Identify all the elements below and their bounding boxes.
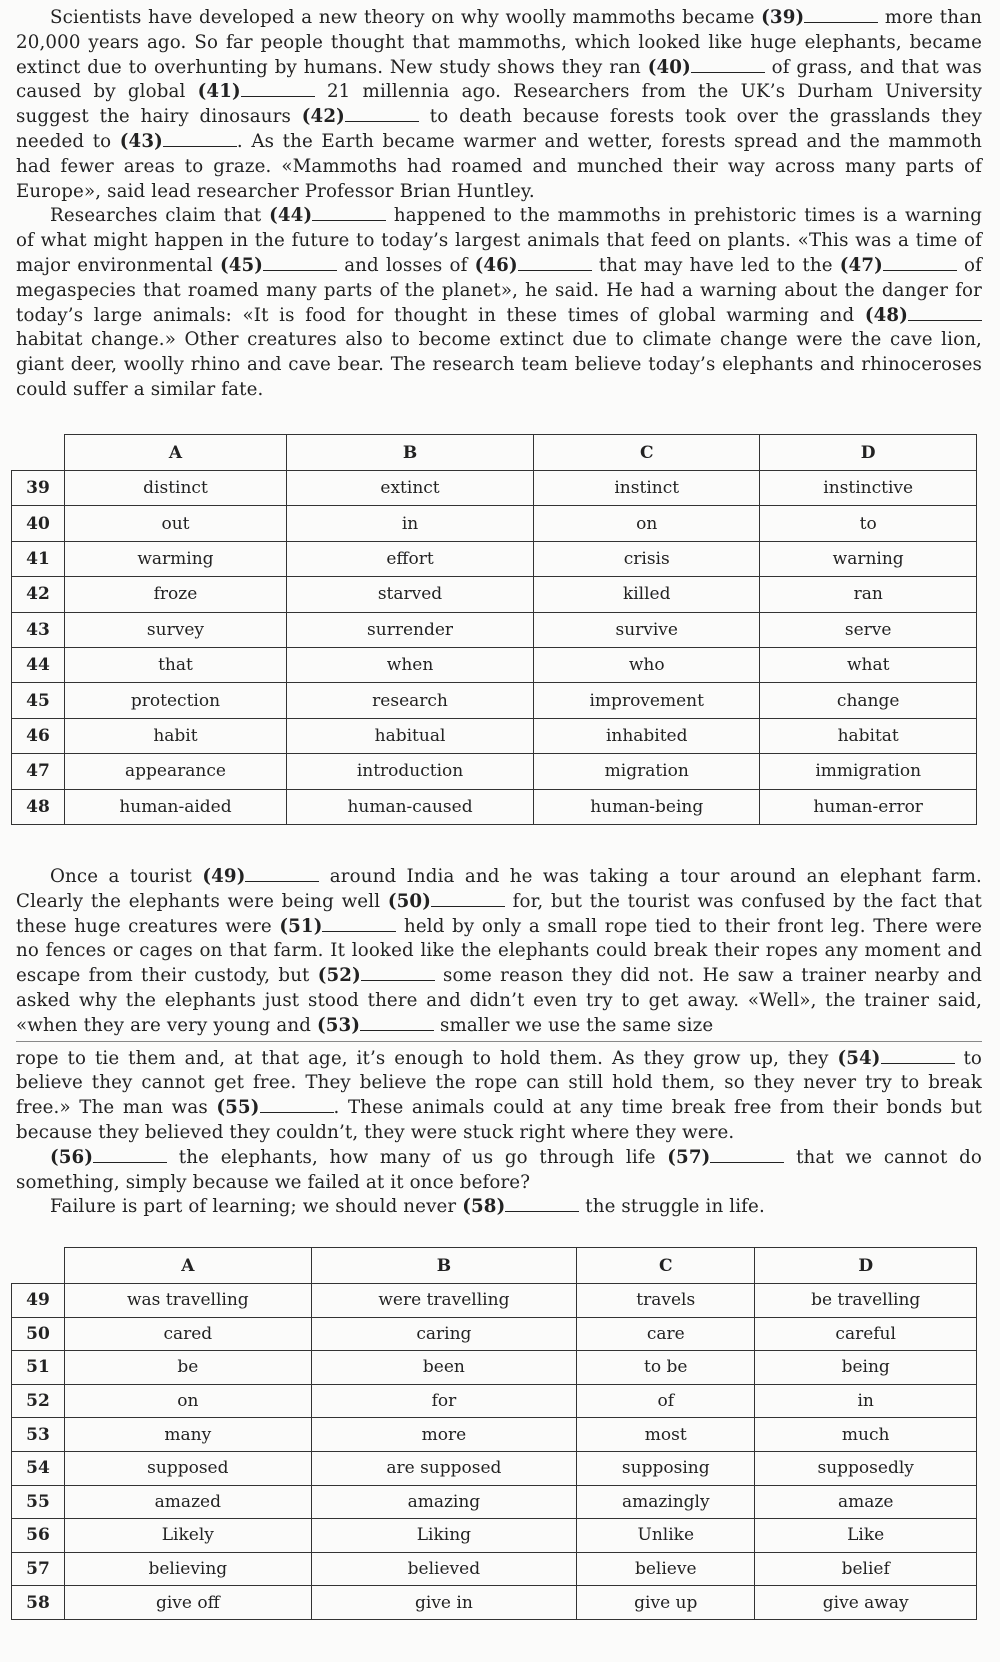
gap-blank-39[interactable] [804, 8, 878, 23]
options-table-39-48 [11, 434, 977, 825]
gap-number-54: (54) [837, 1047, 881, 1069]
option-c[interactable]: inhabited [534, 718, 760, 753]
text: to believe they cannot get free. They believe the rope can still hold them, so they never try to break free.» The man was [16, 1047, 982, 1119]
text: Scientists have developed a new theory on why woolly mammoths became [50, 7, 755, 28]
column-header-a: A [65, 1248, 312, 1284]
option-b[interactable]: when [286, 647, 533, 682]
table-row [12, 506, 977, 541]
gap-blank-55[interactable] [260, 1098, 334, 1113]
gap-blank-48[interactable] [908, 306, 982, 321]
gap-number-58: (58) [462, 1196, 506, 1218]
option-b[interactable]: extinct [286, 471, 533, 506]
gap-blank-47[interactable] [883, 256, 957, 271]
question-number: 40 [12, 506, 65, 541]
option-d[interactable]: much [755, 1418, 977, 1452]
gap-number-45: (45) [219, 254, 264, 276]
option-c[interactable]: killed [534, 577, 760, 612]
option-d[interactable]: being [755, 1351, 977, 1385]
gap-number-42: (42) [301, 106, 345, 128]
option-d[interactable]: what [760, 647, 977, 682]
option-d[interactable]: change [760, 683, 977, 718]
option-c[interactable]: Unlike [577, 1519, 755, 1553]
text: the struggle in life. [585, 1196, 765, 1218]
option-b[interactable]: starved [286, 577, 533, 612]
gap-blank-57[interactable] [710, 1148, 784, 1163]
option-d[interactable]: be travelling [755, 1284, 977, 1318]
gap-blank-43[interactable] [163, 132, 237, 147]
option-a[interactable]: froze [65, 577, 287, 612]
option-a[interactable]: out [65, 506, 287, 541]
option-c[interactable]: instinct [534, 471, 760, 506]
text: for, but the tourist was confused by the fact that these huge creatures were [16, 890, 983, 937]
question-number: 45 [12, 683, 65, 718]
question-number: 46 [12, 718, 65, 753]
gap-blank-56[interactable] [93, 1148, 167, 1163]
column-header-c: C [577, 1248, 755, 1284]
option-d[interactable]: ran [760, 577, 977, 612]
gap-number-51: (51) [279, 915, 323, 937]
table-row [12, 647, 977, 682]
text: smaller we use the same size [440, 1014, 714, 1036]
table-row [12, 1284, 977, 1318]
option-c[interactable]: human-being [534, 789, 760, 824]
gap-number-50: (50) [387, 890, 431, 912]
gap-number-44: (44) [269, 205, 313, 227]
table-row [12, 683, 977, 718]
option-a[interactable]: protection [65, 683, 287, 718]
option-a[interactable]: many [65, 1418, 312, 1452]
gap-number-46: (46) [474, 254, 518, 276]
option-a[interactable]: Likely [65, 1519, 312, 1553]
option-a[interactable]: distinct [65, 471, 287, 506]
table-row [12, 754, 977, 789]
text: habitat change.» Other creatures also to become extinct due to climate change were the cave lion, giant deer, woolly rhino and cave bear. The research team believe today’s elephants and rhinoceroses could suffer a similar fate. [16, 329, 982, 400]
gap-blank-49[interactable] [245, 867, 319, 882]
option-a[interactable]: was travelling [65, 1284, 312, 1318]
gap-blank-40[interactable] [691, 58, 765, 73]
option-a[interactable]: supposed [65, 1451, 312, 1485]
column-header-c: C [534, 435, 760, 471]
question-number: 49 [12, 1284, 65, 1318]
option-a[interactable]: that [65, 647, 287, 682]
gap-blank-53[interactable] [360, 1016, 434, 1031]
gap-number-41: (41) [197, 81, 241, 103]
text: that we cannot do something, simply because we failed at it once before? [16, 1146, 982, 1193]
text: to death because forests took over the grasslands they needed to [16, 106, 982, 152]
option-c[interactable]: most [577, 1418, 755, 1452]
question-number: 58 [12, 1586, 65, 1620]
option-d[interactable]: in [755, 1384, 977, 1418]
question-number: 55 [12, 1485, 65, 1519]
option-c[interactable]: amazingly [577, 1485, 755, 1519]
option-c[interactable]: crisis [534, 541, 760, 576]
options-table-49-58 [11, 1247, 977, 1620]
text: rope to tie them and, at that age, it’s enough to hold them. As they grow up, they [16, 1047, 829, 1069]
column-header-d: D [760, 435, 977, 471]
option-c[interactable]: who [534, 647, 760, 682]
option-b[interactable]: give in [311, 1586, 577, 1620]
table-row [12, 789, 977, 824]
question-number: 56 [12, 1519, 65, 1553]
option-d[interactable]: amaze [755, 1485, 977, 1519]
option-c[interactable]: to be [577, 1351, 755, 1385]
gap-number-48: (48) [864, 304, 908, 326]
text: Failure is part of learning; we should never [50, 1196, 457, 1218]
question-number: 53 [12, 1418, 65, 1452]
option-c[interactable]: believe [577, 1552, 755, 1586]
gap-number-43: (43) [119, 130, 163, 152]
passage-elephants [16, 865, 982, 1220]
option-c[interactable]: of [577, 1384, 755, 1418]
gap-blank-44[interactable] [312, 206, 386, 221]
text: that may have led to the [598, 254, 833, 276]
question-number: 54 [12, 1451, 65, 1485]
option-b[interactable]: effort [286, 541, 533, 576]
table-row [12, 1384, 977, 1418]
option-a[interactable]: amazed [65, 1485, 312, 1519]
table-row [12, 1552, 977, 1586]
option-c[interactable]: on [534, 506, 760, 541]
gap-number-52: (52) [317, 965, 361, 987]
gap-number-49: (49) [202, 866, 246, 887]
option-a[interactable]: be [65, 1351, 312, 1385]
text: . As the Earth became warmer and wetter, forests spread and the mammoth had fewer areas to graze. «Mammoths had roamed and munched their way across many parts of Europe», said lead researcher Professor Brian Huntley. [16, 130, 982, 202]
option-b[interactable]: human-caused [286, 789, 533, 824]
text: around India and he was taking a tour around an elephant farm. Clearly the elephants were being well [16, 866, 982, 912]
option-d[interactable]: careful [755, 1317, 977, 1351]
column-header-d: D [755, 1248, 977, 1284]
text: of megaspecies that roamed many parts of the planet», he said. He had a warning about the danger for today’s large animals: «It is food for thought in these times of global warming and [16, 254, 983, 326]
option-c[interactable]: improvement [534, 683, 760, 718]
option-a[interactable]: on [65, 1384, 312, 1418]
option-d[interactable]: belief [755, 1552, 977, 1586]
option-c[interactable]: travels [577, 1284, 755, 1318]
table-row [12, 1586, 977, 1620]
option-b[interactable]: were travelling [311, 1284, 577, 1318]
option-b[interactable]: research [286, 683, 533, 718]
option-b[interactable]: amazing [311, 1485, 577, 1519]
question-number: 44 [12, 647, 65, 682]
table-row [12, 1451, 977, 1485]
text: held by only a small rope tied to their front leg. There were no fences or cages on that farm. It looked like the elephants could break their ropes any moment and escape from their custody, but [16, 915, 982, 987]
table-row [12, 1317, 977, 1351]
table-row [12, 541, 977, 576]
option-d[interactable]: serve [760, 612, 977, 647]
question-number: 50 [12, 1317, 65, 1351]
option-d[interactable]: human-error [760, 789, 977, 824]
table-row [12, 718, 977, 753]
text: . These animals could at any time break free from their bonds but because they believed they couldn’t, they were stuck right where they were. [16, 1097, 983, 1143]
page-fold-line [16, 1041, 982, 1042]
question-number: 39 [12, 471, 65, 506]
option-b[interactable]: been [311, 1351, 577, 1385]
question-number: 57 [12, 1552, 65, 1586]
passage2-paragraph1 [16, 865, 982, 1039]
gap-blank-45[interactable] [263, 256, 337, 271]
table-row [12, 1485, 977, 1519]
option-d[interactable]: give away [755, 1586, 977, 1620]
option-b[interactable]: believed [311, 1552, 577, 1586]
gap-number-56: (56) [50, 1146, 94, 1168]
option-a[interactable]: believing [65, 1552, 312, 1586]
option-a[interactable]: cared [65, 1317, 312, 1351]
option-d[interactable]: to [760, 506, 977, 541]
table-row [12, 612, 977, 647]
text: Researches claim that [50, 205, 262, 227]
option-b[interactable]: in [286, 506, 533, 541]
option-d[interactable]: supposedly [755, 1451, 977, 1485]
option-b[interactable]: habitual [286, 718, 533, 753]
column-header-b: B [311, 1248, 577, 1284]
table-row [12, 577, 977, 612]
option-b[interactable]: surrender [286, 612, 533, 647]
table-row [12, 1351, 977, 1385]
gap-number-40: (40) [647, 56, 691, 78]
option-d[interactable]: instinctive [760, 471, 977, 506]
option-c[interactable]: care [577, 1317, 755, 1351]
gap-blank-58[interactable] [505, 1197, 579, 1212]
gap-blank-51[interactable] [322, 917, 396, 932]
text: some reason they did not. He saw a trainer nearby and asked why the elephants just stood there and didn’t even try to get away. «Well», the trainer said, «when they are very young and [16, 965, 982, 1036]
passage2-paragraph1-continued [16, 1047, 982, 1146]
table-header-row [12, 435, 977, 471]
gap-number-57: (57) [667, 1146, 711, 1168]
gap-number-47: (47) [839, 254, 883, 276]
text: Once a tourist [50, 866, 192, 887]
passage1-paragraph2 [16, 204, 982, 402]
gap-number-55: (55) [216, 1097, 260, 1119]
option-b[interactable]: more [311, 1418, 577, 1452]
table-corner [12, 435, 65, 471]
option-a[interactable]: give off [65, 1586, 312, 1620]
option-d[interactable]: habitat [760, 718, 977, 753]
option-d[interactable]: Like [755, 1519, 977, 1553]
column-header-a: A [65, 435, 287, 471]
gap-blank-54[interactable] [881, 1049, 955, 1064]
option-b[interactable]: Liking [311, 1519, 577, 1553]
option-b[interactable]: are supposed [311, 1451, 577, 1485]
question-number: 41 [12, 541, 65, 576]
gap-blank-41[interactable] [241, 82, 315, 97]
text: 21 millennia ago. Researchers from the UK’s Durham University suggest the hairy dinosaurs [16, 81, 983, 128]
gap-number-39: (39) [761, 7, 805, 28]
option-a[interactable]: survey [65, 612, 287, 647]
gap-blank-42[interactable] [345, 107, 419, 122]
gap-blank-52[interactable] [361, 966, 435, 981]
question-number: 52 [12, 1384, 65, 1418]
option-a[interactable]: appearance [65, 754, 287, 789]
option-c[interactable]: give up [577, 1586, 755, 1620]
option-a[interactable]: human-aided [65, 789, 287, 824]
question-number: 43 [12, 612, 65, 647]
table-row [12, 471, 977, 506]
passage2-paragraph3 [16, 1195, 982, 1220]
option-b[interactable]: introduction [286, 754, 533, 789]
text: more than 20,000 years ago. So far people thought that mammoths, which looked like huge elephants, became extinct due to overhunting by humans. New study shows they ran [16, 7, 982, 78]
option-d[interactable]: warning [760, 541, 977, 576]
question-number: 48 [12, 789, 65, 824]
question-number: 42 [12, 577, 65, 612]
text: and losses of [344, 254, 468, 276]
option-a[interactable]: habit [65, 718, 287, 753]
gap-blank-46[interactable] [518, 256, 592, 271]
option-b[interactable]: caring [311, 1317, 577, 1351]
option-d[interactable]: immigration [760, 754, 977, 789]
text: of grass, and that was caused by global [16, 56, 982, 103]
table-row [12, 1519, 977, 1553]
option-c[interactable]: supposing [577, 1451, 755, 1485]
option-b[interactable]: for [311, 1384, 577, 1418]
question-number: 51 [12, 1351, 65, 1385]
column-header-b: B [286, 435, 533, 471]
table-corner [12, 1248, 65, 1284]
option-a[interactable]: warming [65, 541, 287, 576]
passage1-paragraph1 [16, 6, 982, 204]
text: happened to the mammoths in prehistoric times is a warning of what might happen in the future to today’s largest animals that feed on plants. «This was a time of major environmental [16, 205, 982, 276]
passage-mammoths [16, 6, 982, 403]
gap-blank-50[interactable] [431, 892, 505, 907]
gap-number-53: (53) [316, 1014, 361, 1036]
option-c[interactable]: migration [534, 754, 760, 789]
question-number: 47 [12, 754, 65, 789]
passage2-paragraph2 [16, 1146, 982, 1196]
table-header-row [12, 1248, 977, 1284]
option-c[interactable]: survive [534, 612, 760, 647]
text: the elephants, how many of us go through life [178, 1146, 656, 1168]
table-row [12, 1418, 977, 1452]
